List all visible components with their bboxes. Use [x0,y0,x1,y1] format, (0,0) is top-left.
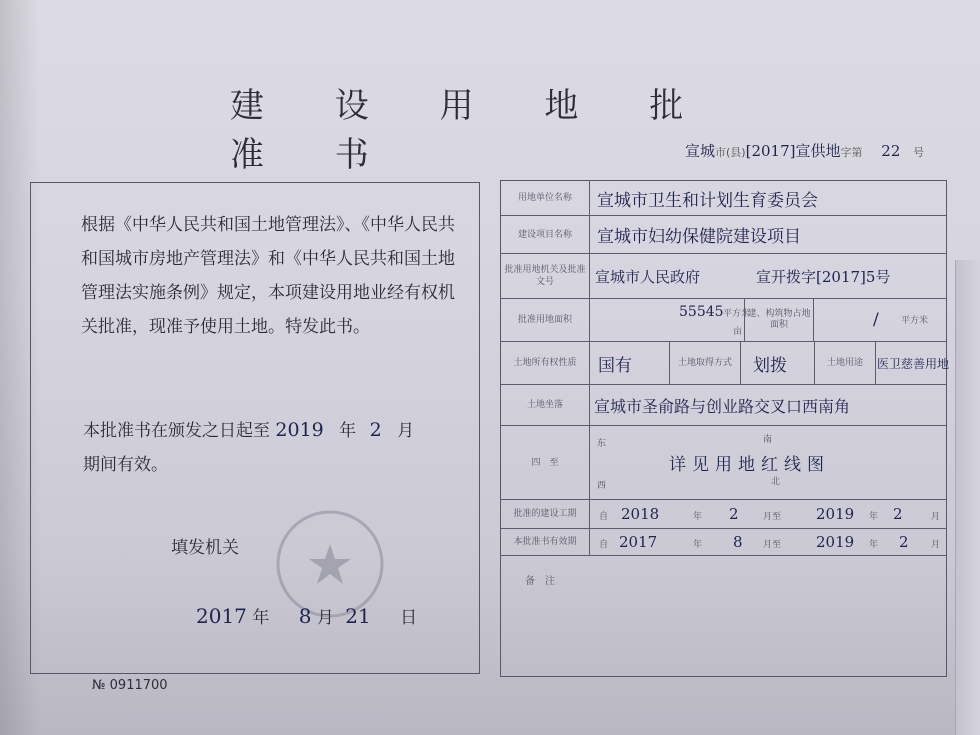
land-info-table [500,180,950,677]
document-number: 宣城市(县)[2017]宣供地字第 22 号 [685,142,925,160]
declaration-text: 根据《中华人民共和国土地管理法》、《中华人民共和国城市房地产管理法》和《中华人民共和国土地管理法实施条例》规定，本项建设用地业经有权机关批准，现准予使用土地。特发此书。 [81,215,455,337]
row-approval: 批准用地机关及批准文号 宣城市人民政府 宣开拨字[2017]5号 [501,254,946,299]
validity-statement: 本批准书在颁发之日起至 2019 年 2 月 期间有效。 [83,419,415,475]
document-title: 建 设 用 地 批 准 书 [230,86,714,175]
row-boundary: 四 至 东 西 南 北 详见用地红线图 [501,426,946,500]
row-land-user: 用地单位名称 宣城市卫生和计划生育委员会 [501,181,946,216]
declaration-box [30,182,480,674]
row-area: 批准用地面积 55545 平方米 亩 建、构筑物占地面积 / 平方米 [501,299,946,342]
row-project: 建设项目名称 宣城市妇幼保健院建设项目 [501,216,946,254]
adjacent-page-edge [955,260,980,735]
row-location: 土地坐落 宣城市圣俞路与创业路交叉口西南角 [501,385,946,426]
row-certificate-validity: 本批准书有效期 自 2017 年 8 月至 2019 年 2 月 [501,529,946,556]
row-construction-period: 批准的建设工期 自 2018 年 2 月至 2019 年 2 月 [501,500,946,529]
row-ownership: 土地所有权性质 国有 土地取得方式 划拨 土地用途 医卫慈善用地 [501,342,946,385]
serial-number: № 0911700 [92,678,168,693]
issuer-label: 填发机关 [171,538,239,558]
row-remarks: 备 注 [525,576,555,587]
issue-date: 2017 年 8 月 21 日 [196,604,418,628]
